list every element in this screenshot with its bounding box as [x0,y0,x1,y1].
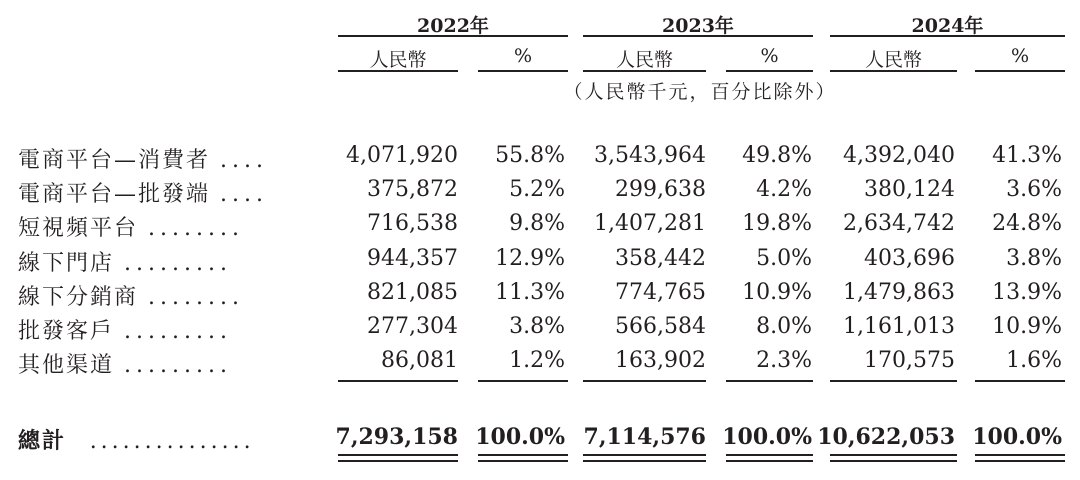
year-rule-2022 [338,35,568,37]
leader-dots: ......... [124,250,232,276]
row-label [18,211,244,242]
percent-cell: 5.0% [756,245,812,271]
row-label-text: 其他渠道 [18,353,115,379]
amount-cell: 86,081 [381,348,458,374]
year-header-2023: 2023年 [662,15,734,37]
total-double-rule [583,454,706,462]
total-label-text: 總計 [18,428,67,454]
subtotal-rule [478,380,568,382]
percent-cell: 12.9% [495,245,565,271]
percent-cell: 13.9% [992,279,1062,305]
percent-cell: 24.8% [992,211,1062,237]
subheader-rule [830,70,957,72]
total-double-rule [830,454,957,462]
percent-cell: 1.2% [509,348,565,374]
amount-cell: 1,407,281 [594,211,706,237]
subtotal-rule [975,380,1065,382]
row-label-text: 電商平台—消費者 [18,148,211,173]
percent-cell: 1.6% [1006,348,1062,374]
percent-cell: 55.8% [495,143,565,168]
row-label [18,177,268,208]
percent-cell: 5.2% [509,177,565,203]
percent-cell: 19.8% [742,211,812,237]
unit-note: （人民幣千元，百分比除外） [563,81,837,103]
amount-cell: 1,479,863 [843,279,955,305]
amount-cell: 358,442 [615,245,706,271]
currency-header-2022: 人民幣 [369,49,427,71]
amount-cell: 163,902 [615,348,706,374]
subheader-rule [583,70,706,72]
amount-cell: 566,584 [615,314,706,339]
total-amount-cell: 7,114,576 [583,424,706,450]
percent-cell: 49.8% [742,143,812,168]
leader-dots: .... [220,148,268,173]
leader-dots: ......... [124,319,232,344]
amount-cell: 2,634,742 [843,211,955,237]
amount-cell: 380,124 [864,177,955,203]
subheader-rule [478,70,568,72]
total-double-rule [726,454,813,462]
row-label-text: 線下分銷商 [18,284,139,310]
total-amount-cell: 10,622,053 [817,424,955,450]
amount-cell: 774,765 [615,279,706,305]
amount-cell: 375,872 [367,177,458,203]
total-amount-cell: 7,293,158 [335,424,458,450]
row-label [18,280,244,311]
leader-dots: ........ [148,216,244,242]
amount-cell: 1,161,013 [843,314,955,339]
currency-header-2024: 人民幣 [864,49,922,71]
year-rule-2023 [583,35,813,37]
row-label [18,348,232,379]
percent-cell: 3.8% [1006,245,1062,271]
row-label [18,314,232,345]
subtotal-rule [583,380,706,382]
row-label-text: 電商平台—批發端 [18,182,211,208]
subtotal-rule [830,380,957,382]
total-label [18,424,255,455]
total-percent-cell: 100.0% [722,424,812,450]
amount-cell: 821,085 [367,279,458,305]
amount-cell: 4,071,920 [346,143,458,168]
percent-cell: 8.0% [756,314,812,339]
row-label [18,143,268,174]
subheader-rule [338,70,458,72]
row-label [18,246,232,277]
percent-cell: 2.3% [756,348,812,374]
leader-dots: ......... [124,353,232,379]
subtotal-rule [338,380,458,382]
amount-cell: 299,638 [615,177,706,203]
total-double-rule [338,454,458,462]
leader-dots: .... [220,182,268,208]
percent-header-2022: % [513,45,533,67]
year-header-2022: 2022年 [417,15,489,37]
row-label-text: 短視頻平台 [18,216,139,242]
year-header-2024: 2024年 [911,15,984,37]
total-double-rule [975,454,1065,462]
subheader-rule [975,70,1065,72]
currency-header-2023: 人民幣 [615,49,673,71]
year-rule-2024 [830,35,1065,37]
amount-cell: 944,357 [367,245,458,271]
row-label-text: 批發客戶 [18,319,115,344]
percent-cell: 4.2% [756,177,812,203]
amount-cell: 4,392,040 [843,143,955,168]
percent-cell: 10.9% [992,314,1062,339]
total-double-rule [478,454,568,462]
percent-cell: 9.8% [509,211,565,237]
subtotal-rule [726,380,813,382]
percent-header-2024: % [1010,45,1030,67]
total-percent-cell: 100.0% [972,424,1062,450]
percent-cell: 10.9% [742,279,812,305]
amount-cell: 403,696 [864,245,955,271]
amount-cell: 716,538 [367,211,458,237]
total-leader-dots: ............... [89,429,255,454]
total-percent-cell: 100.0% [475,424,565,450]
leader-dots: ........ [148,284,244,310]
amount-cell: 3,543,964 [594,143,706,168]
percent-cell: 3.8% [509,314,565,339]
subheader-rule [726,70,813,72]
percent-cell: 11.3% [495,279,565,305]
amount-cell: 277,304 [367,314,458,339]
amount-cell: 170,575 [864,348,955,374]
percent-cell: 3.6% [1006,177,1062,203]
percent-header-2023: % [760,45,779,67]
percent-cell: 41.3% [992,143,1062,168]
row-label-text: 線下門店 [18,250,115,276]
